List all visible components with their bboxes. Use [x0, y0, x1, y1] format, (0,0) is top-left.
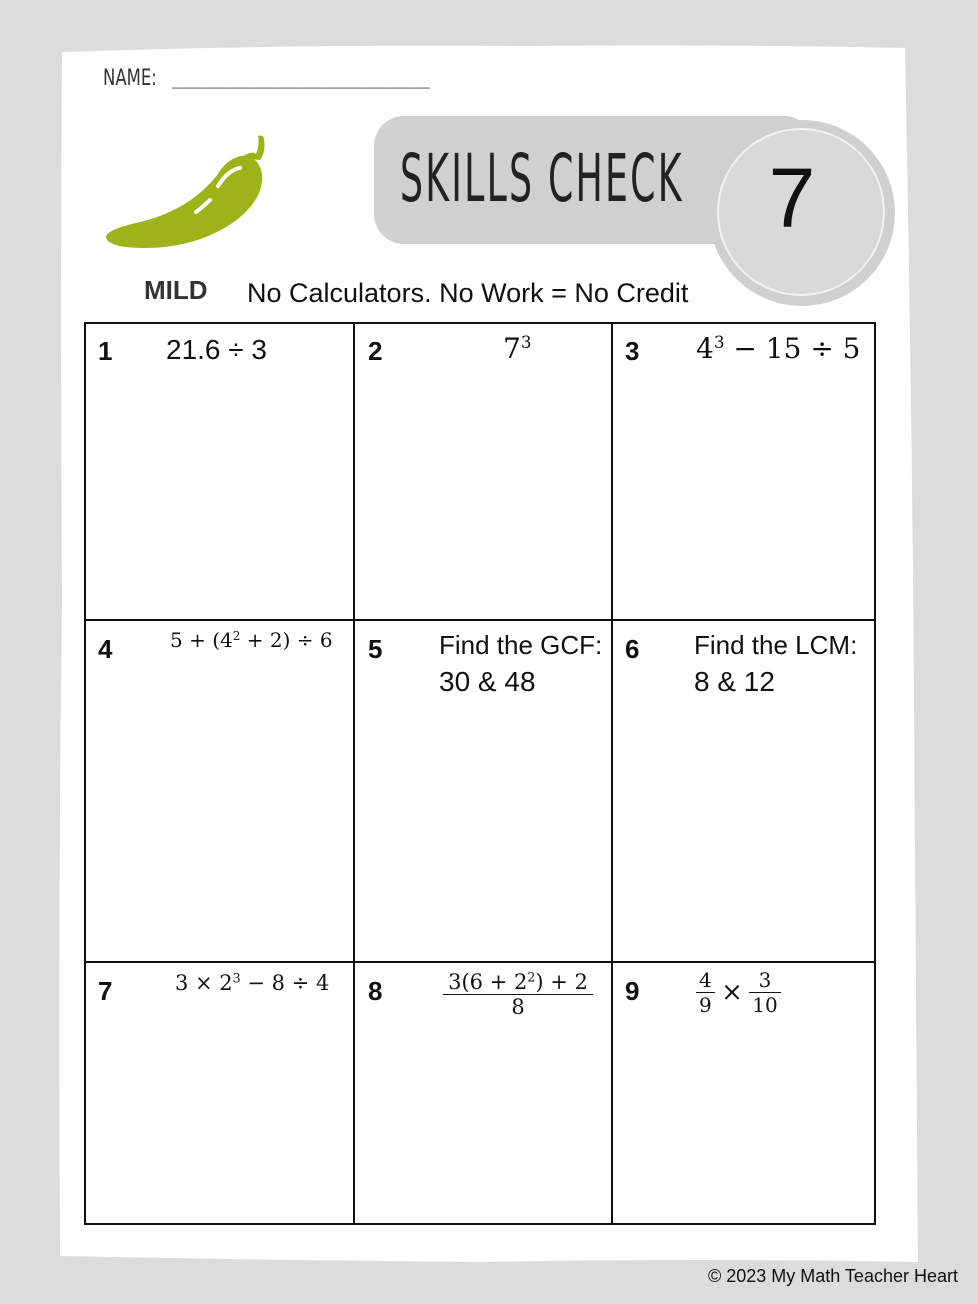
problem-number: 2 [368, 336, 383, 366]
problem-cell-3[interactable] [613, 324, 874, 619]
problem-cell-4[interactable] [86, 621, 353, 961]
problem-expression: 21.6 ÷ 3 [166, 334, 267, 365]
problem-number: 5 [368, 634, 383, 664]
problem-expression: $7^3$ [503, 331, 532, 365]
problem-cell-1[interactable] [86, 324, 353, 619]
page-title: SKILLS CHECK [400, 140, 684, 217]
problem-number: 8 [368, 976, 383, 1006]
instructions: No Calculators. No Work = No Credit [247, 278, 689, 308]
problem-values: 30 & 48 [439, 666, 536, 697]
problem-number: 7 [98, 976, 113, 1006]
fraction: $\frac{4}{9}$ [696, 968, 715, 1017]
problem-expression [443, 970, 593, 1019]
problem-expression: $\frac{4}{9}$ × $\frac{3}{10}$ [696, 968, 781, 1017]
problem-cell-2[interactable] [355, 324, 611, 619]
fraction: $\frac{3(6 + 2^2) + 2}{8}$ [443, 970, 593, 1019]
problem-prompt: Find the LCM: [694, 630, 858, 660]
name-label: NAME: [103, 66, 157, 91]
problem-number: 3 [625, 336, 640, 366]
difficulty-level: MILD [144, 275, 208, 305]
skills-check-number: 7 [768, 151, 816, 245]
problem-expression: $4^3 - 15 \div 5$ [696, 331, 861, 365]
problem-number: 6 [625, 634, 640, 664]
fraction: $\frac{3}{10}$ [749, 968, 780, 1017]
problem-values: 8 & 12 [694, 666, 775, 697]
name-blank[interactable]: _____________________ [172, 64, 430, 89]
problem-expression: $3 \times 2^3 - 8 \div 4$ [175, 970, 330, 995]
jalapeno-pepper-icon [100, 130, 270, 254]
problem-expression: $5 + (4^2 + 2) \div 6$ [170, 628, 333, 652]
problem-number: 9 [625, 976, 640, 1006]
problem-prompt: Find the GCF: [439, 630, 603, 660]
problem-cell-7[interactable] [86, 963, 353, 1223]
problem-number: 4 [98, 634, 113, 664]
problem-number: 1 [98, 336, 113, 366]
copyright-footer: © 2023 My Math Teacher Heart [707, 1266, 958, 1286]
